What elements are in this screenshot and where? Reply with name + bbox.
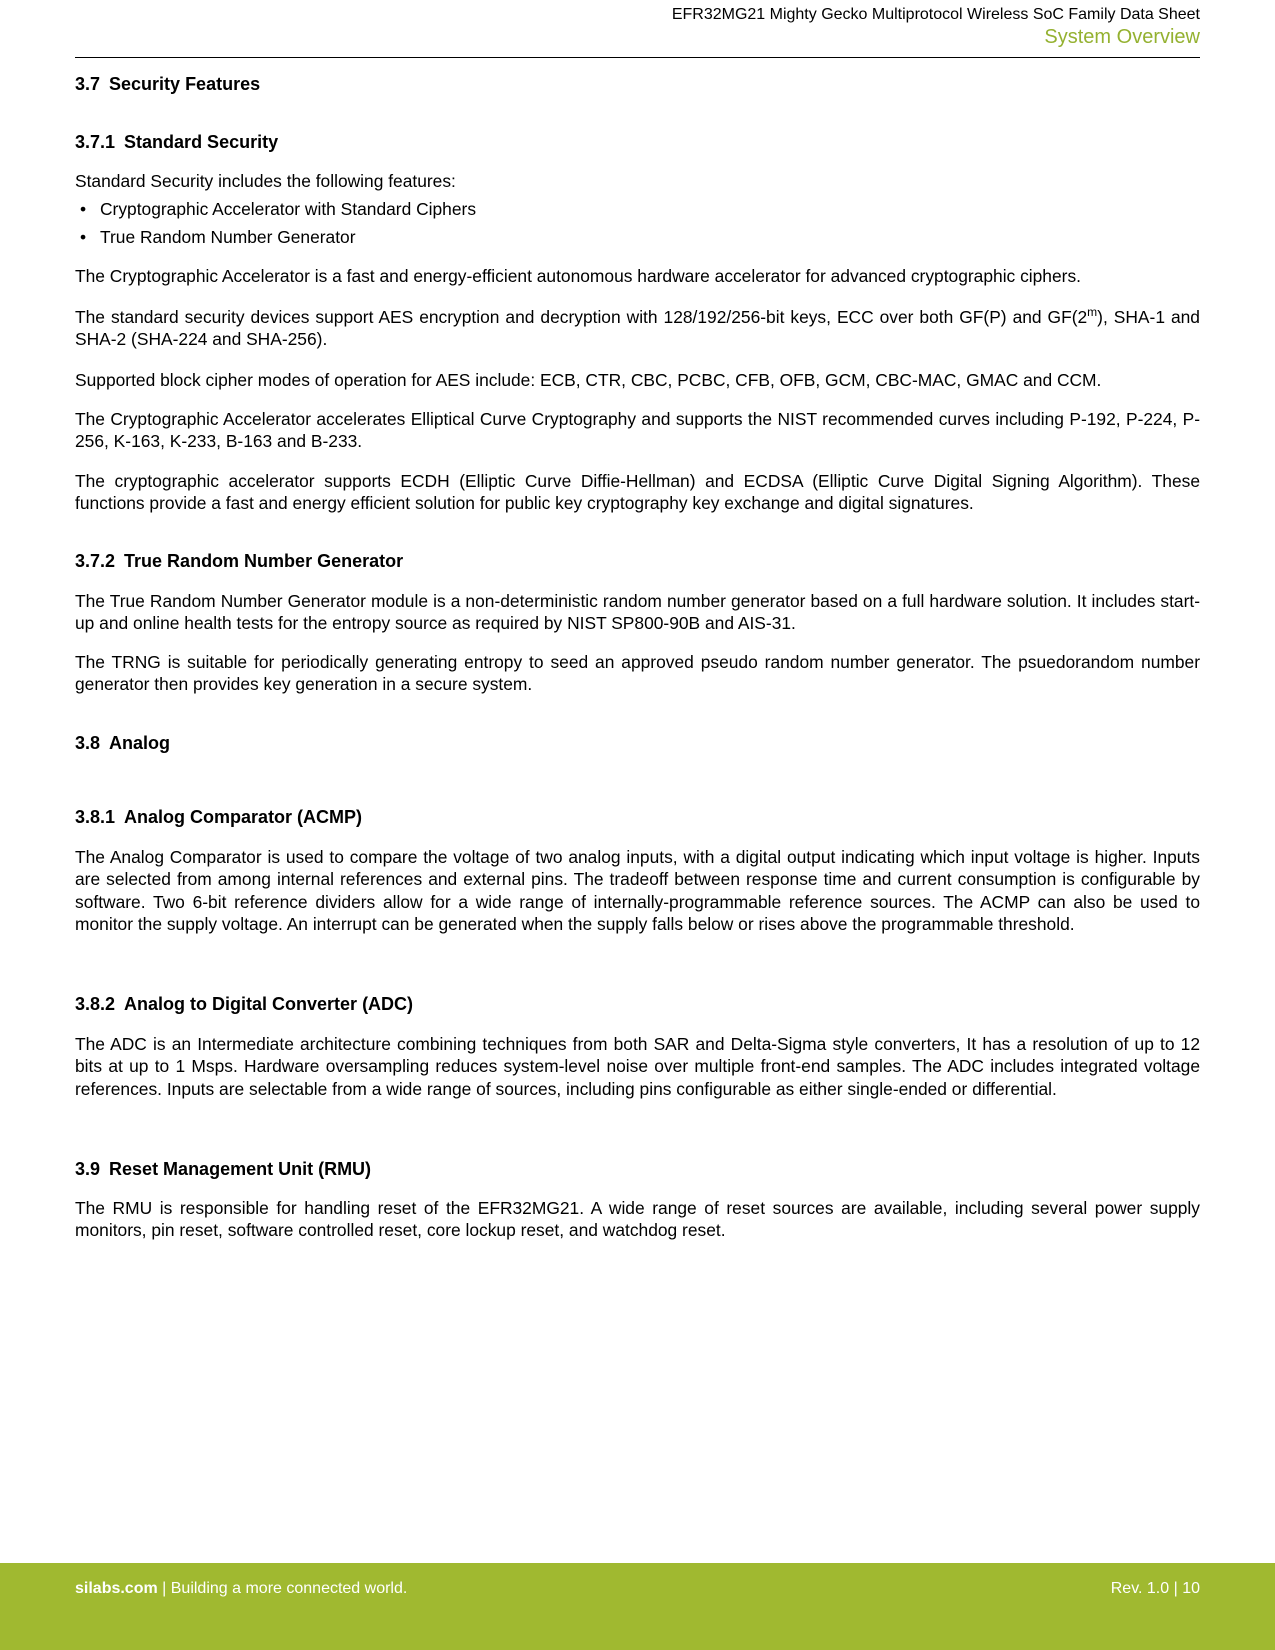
heading-number: 3.8 (75, 733, 101, 753)
paragraph: The ADC is an Intermediate architecture combining techniques from both SAR and Delta-Sigma style converters, It has a resolution of up to 12 bits at up to 1 Msps. Hardware oversampling reduces system-level noise over multiple front-end samples. The ADC includes integrated voltage references. Inputs are selectable from a wide range of sources, including pins configurable as either single-ended or differential. (75, 1034, 1200, 1099)
document-title: EFR32MG21 Mighty Gecko Multiprotocol Wireless SoC Family Data Sheet (671, 6, 1200, 23)
page-footer (0, 1563, 1275, 1650)
page-header (75, 4, 1200, 58)
heading-text: Security Features (109, 74, 261, 94)
paragraph: The Cryptographic Accelerator is a fast and energy-efficient autonomous hardware accelerator for advanced cryptographic ciphers. (75, 266, 1081, 286)
heading-number: 3.9 (75, 1159, 101, 1179)
paragraph: The Cryptographic Accelerator accelerates Elliptical Curve Cryptography and supports the NIST recommended curves including P-192, P-224, P-256, K-163, K-233, B-163 and B-233. (75, 409, 1200, 452)
paragraph: The cryptographic accelerator supports ECDH (Elliptic Curve Diffie-Hellman) and ECDSA (Elliptic Curve Digital Signing Algorithm). These functions provide a fast and energy efficient solution for public key cryptography key exchange and digital signatures. (75, 471, 1200, 514)
heading-text: Standard Security (124, 132, 279, 152)
paragraph: Supported block cipher modes of operation for AES include: ECB, CTR, CBC, PCBC, CFB, OFB, GCM, CBC-MAC, GMAC and CCM. (75, 370, 1102, 390)
section-title: System Overview (1044, 26, 1200, 48)
list-item (80, 226, 356, 248)
heading-3-7 (75, 73, 260, 95)
heading-number: 3.7.2 (75, 551, 116, 571)
paragraph: The True Random Number Generator module is a non-deterministic random number generator based on a full hardware solution. It includes start-up and online health tests for the entropy source as required by NIST SP800-90B and AIS-31. (75, 591, 1200, 634)
heading-3-8 (75, 732, 170, 754)
revision-page-number: Rev. 1.0 | 10 (1110, 1580, 1200, 1597)
paragraph-text: ), SHA-1 and SHA-2 (SHA-224 and SHA-256). (75, 307, 1200, 350)
paragraph (75, 306, 1200, 351)
heading-text: Analog to Digital Converter (ADC) (124, 994, 414, 1014)
paragraph-intro: Standard Security includes the following features: (75, 171, 456, 191)
heading-number: 3.7.1 (75, 132, 116, 152)
heading-text: Reset Management Unit (RMU) (109, 1159, 372, 1179)
paragraph: The RMU is responsible for handling reset of the EFR32MG21. A wide range of reset sources are available, including several power supply monitors, pin reset, software controlled reset, core lockup reset, and watchdog reset. (75, 1198, 1200, 1241)
heading-3-9 (75, 1158, 371, 1180)
heading-number: 3.8.2 (75, 994, 116, 1014)
superscript: m (1087, 305, 1098, 319)
paragraph: The Analog Comparator is used to compare the voltage of two analog inputs, with a digital output indicating which input voltage is higher. Inputs are selected from among internal references and external pins. The tradeoff between response time and current consumption is configurable by software. Two 6-bit reference dividers allow for a wide range of internally-programmable reference sources. The ACMP can also be used to monitor the supply voltage. An interrupt can be generated when the supply falls below or rises above the programmable threshold. (75, 847, 1200, 935)
site-link[interactable]: silabs.com (75, 1580, 158, 1597)
tagline-text: | Building a more connected world. (157, 1580, 408, 1597)
heading-text: Analog Comparator (ACMP) (124, 807, 363, 827)
heading-3-7-1 (75, 131, 278, 153)
paragraph: The TRNG is suitable for periodically generating entropy to seed an approved pseudo random number generator. The psuedorandom number generator then provides key generation in a secure system. (75, 652, 1200, 695)
bullet-icon: • (80, 227, 87, 247)
heading-text: True Random Number Generator (124, 551, 404, 571)
list-item-text: True Random Number Generator (100, 227, 356, 247)
heading-number: 3.8.1 (75, 807, 116, 827)
heading-number: 3.7 (75, 74, 101, 94)
heading-3-8-2 (75, 993, 413, 1015)
footer-tagline (75, 1579, 407, 1599)
paragraph-text: The standard security devices support AES encryption and decryption with 128/192/256-bit keys, ECC over both GF(P) and GF(2 (75, 307, 1088, 327)
heading-3-7-2 (75, 550, 403, 572)
heading-3-8-1 (75, 806, 362, 828)
list-item (80, 198, 476, 220)
bullet-icon: • (80, 199, 87, 219)
heading-text: Analog (109, 733, 171, 753)
list-item-text: Cryptographic Accelerator with Standard Ciphers (100, 199, 477, 219)
